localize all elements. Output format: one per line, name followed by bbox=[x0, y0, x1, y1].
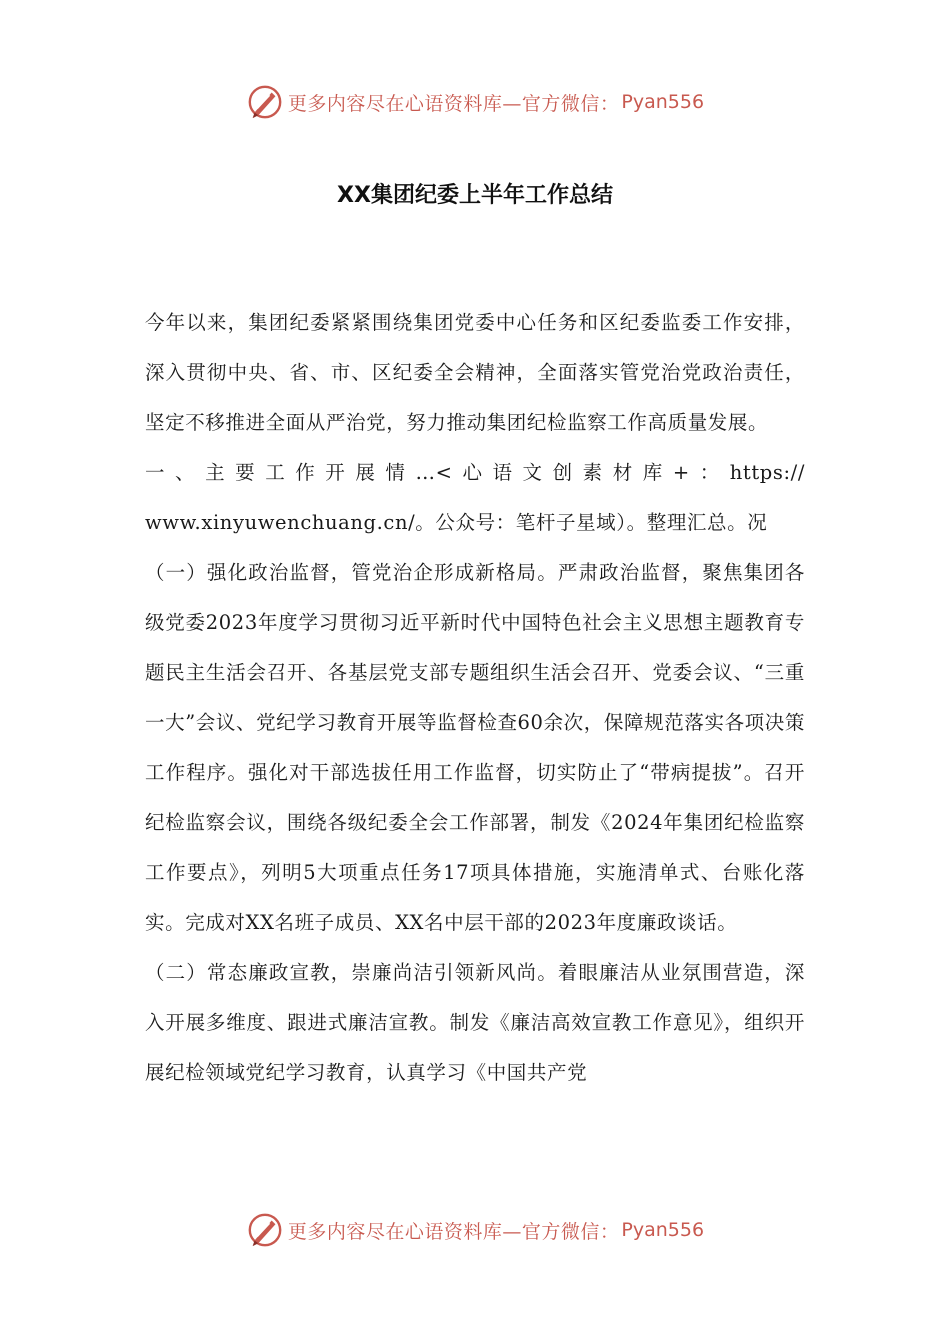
banner-wechat-id: Pyan556 bbox=[621, 91, 705, 113]
section-heading-line-2: www.xinyuwenchuang.cn/。公众号：笔杆子星域）。整理汇总。况 bbox=[145, 511, 768, 534]
pen-logo-icon bbox=[246, 1211, 284, 1249]
document-title: XX集团纪委上半年工作总结 bbox=[337, 183, 613, 208]
document-body bbox=[145, 298, 805, 1098]
banner-text: 更多内容尽在心语资料库—官方微信： bbox=[287, 92, 620, 115]
paragraph-integrity-education: （二）常态廉政宣教，崇廉尚洁引领新风尚。着眼廉洁从业氛围营造，深入开展多维度、跟进式廉洁宣教。制发《廉洁高效宣教工作意见》，组织开展纪检领域党纪学习教育，认真学习《中国共产党 bbox=[145, 961, 805, 1084]
footer-watermark-banner bbox=[0, 1208, 950, 1252]
section-heading-line-1: 一、主要工作开展情…<心语文创素材库+：https:// bbox=[145, 461, 805, 484]
pen-logo-icon bbox=[246, 83, 284, 121]
header-watermark-banner bbox=[0, 80, 950, 124]
banner-text: 更多内容尽在心语资料库—官方微信： bbox=[287, 1220, 620, 1243]
paragraph-political-supervision: （一）强化政治监督，管党治企形成新格局。严肃政治监督，聚焦集团各级党委2023年度学习贯彻习近平新时代中国特色社会主义思想主题教育专题民主生活会召开、各基层党支部专题组织生活会召开、党委会议、“三重一大”会议、党纪学习教育开展等监督检查60余次，保障规范落实各项决策工作程序。强化对干部选拔任用工作监督，切实防止了“带病提拔”。召开纪检监察会议，围绕各级纪委全会工作部署，制发《2024年集团纪检监察工作要点》，列明5大项重点任务17项具体措施，实施清单式、台账化落实。完成对XX名班子成员、XX名中层干部的2023年度廉政谈话。 bbox=[145, 561, 805, 934]
paragraph-intro: 今年以来，集团纪委紧紧围绕集团党委中心任务和区纪委监委工作安排，深入贯彻中央、省、市、区纪委全会精神，全面落实管党治党政治责任，坚定不移推进全面从严治党，努力推动集团纪检监察工作高质量发展。 bbox=[145, 311, 805, 434]
banner-wechat-id: Pyan556 bbox=[621, 1219, 705, 1241]
